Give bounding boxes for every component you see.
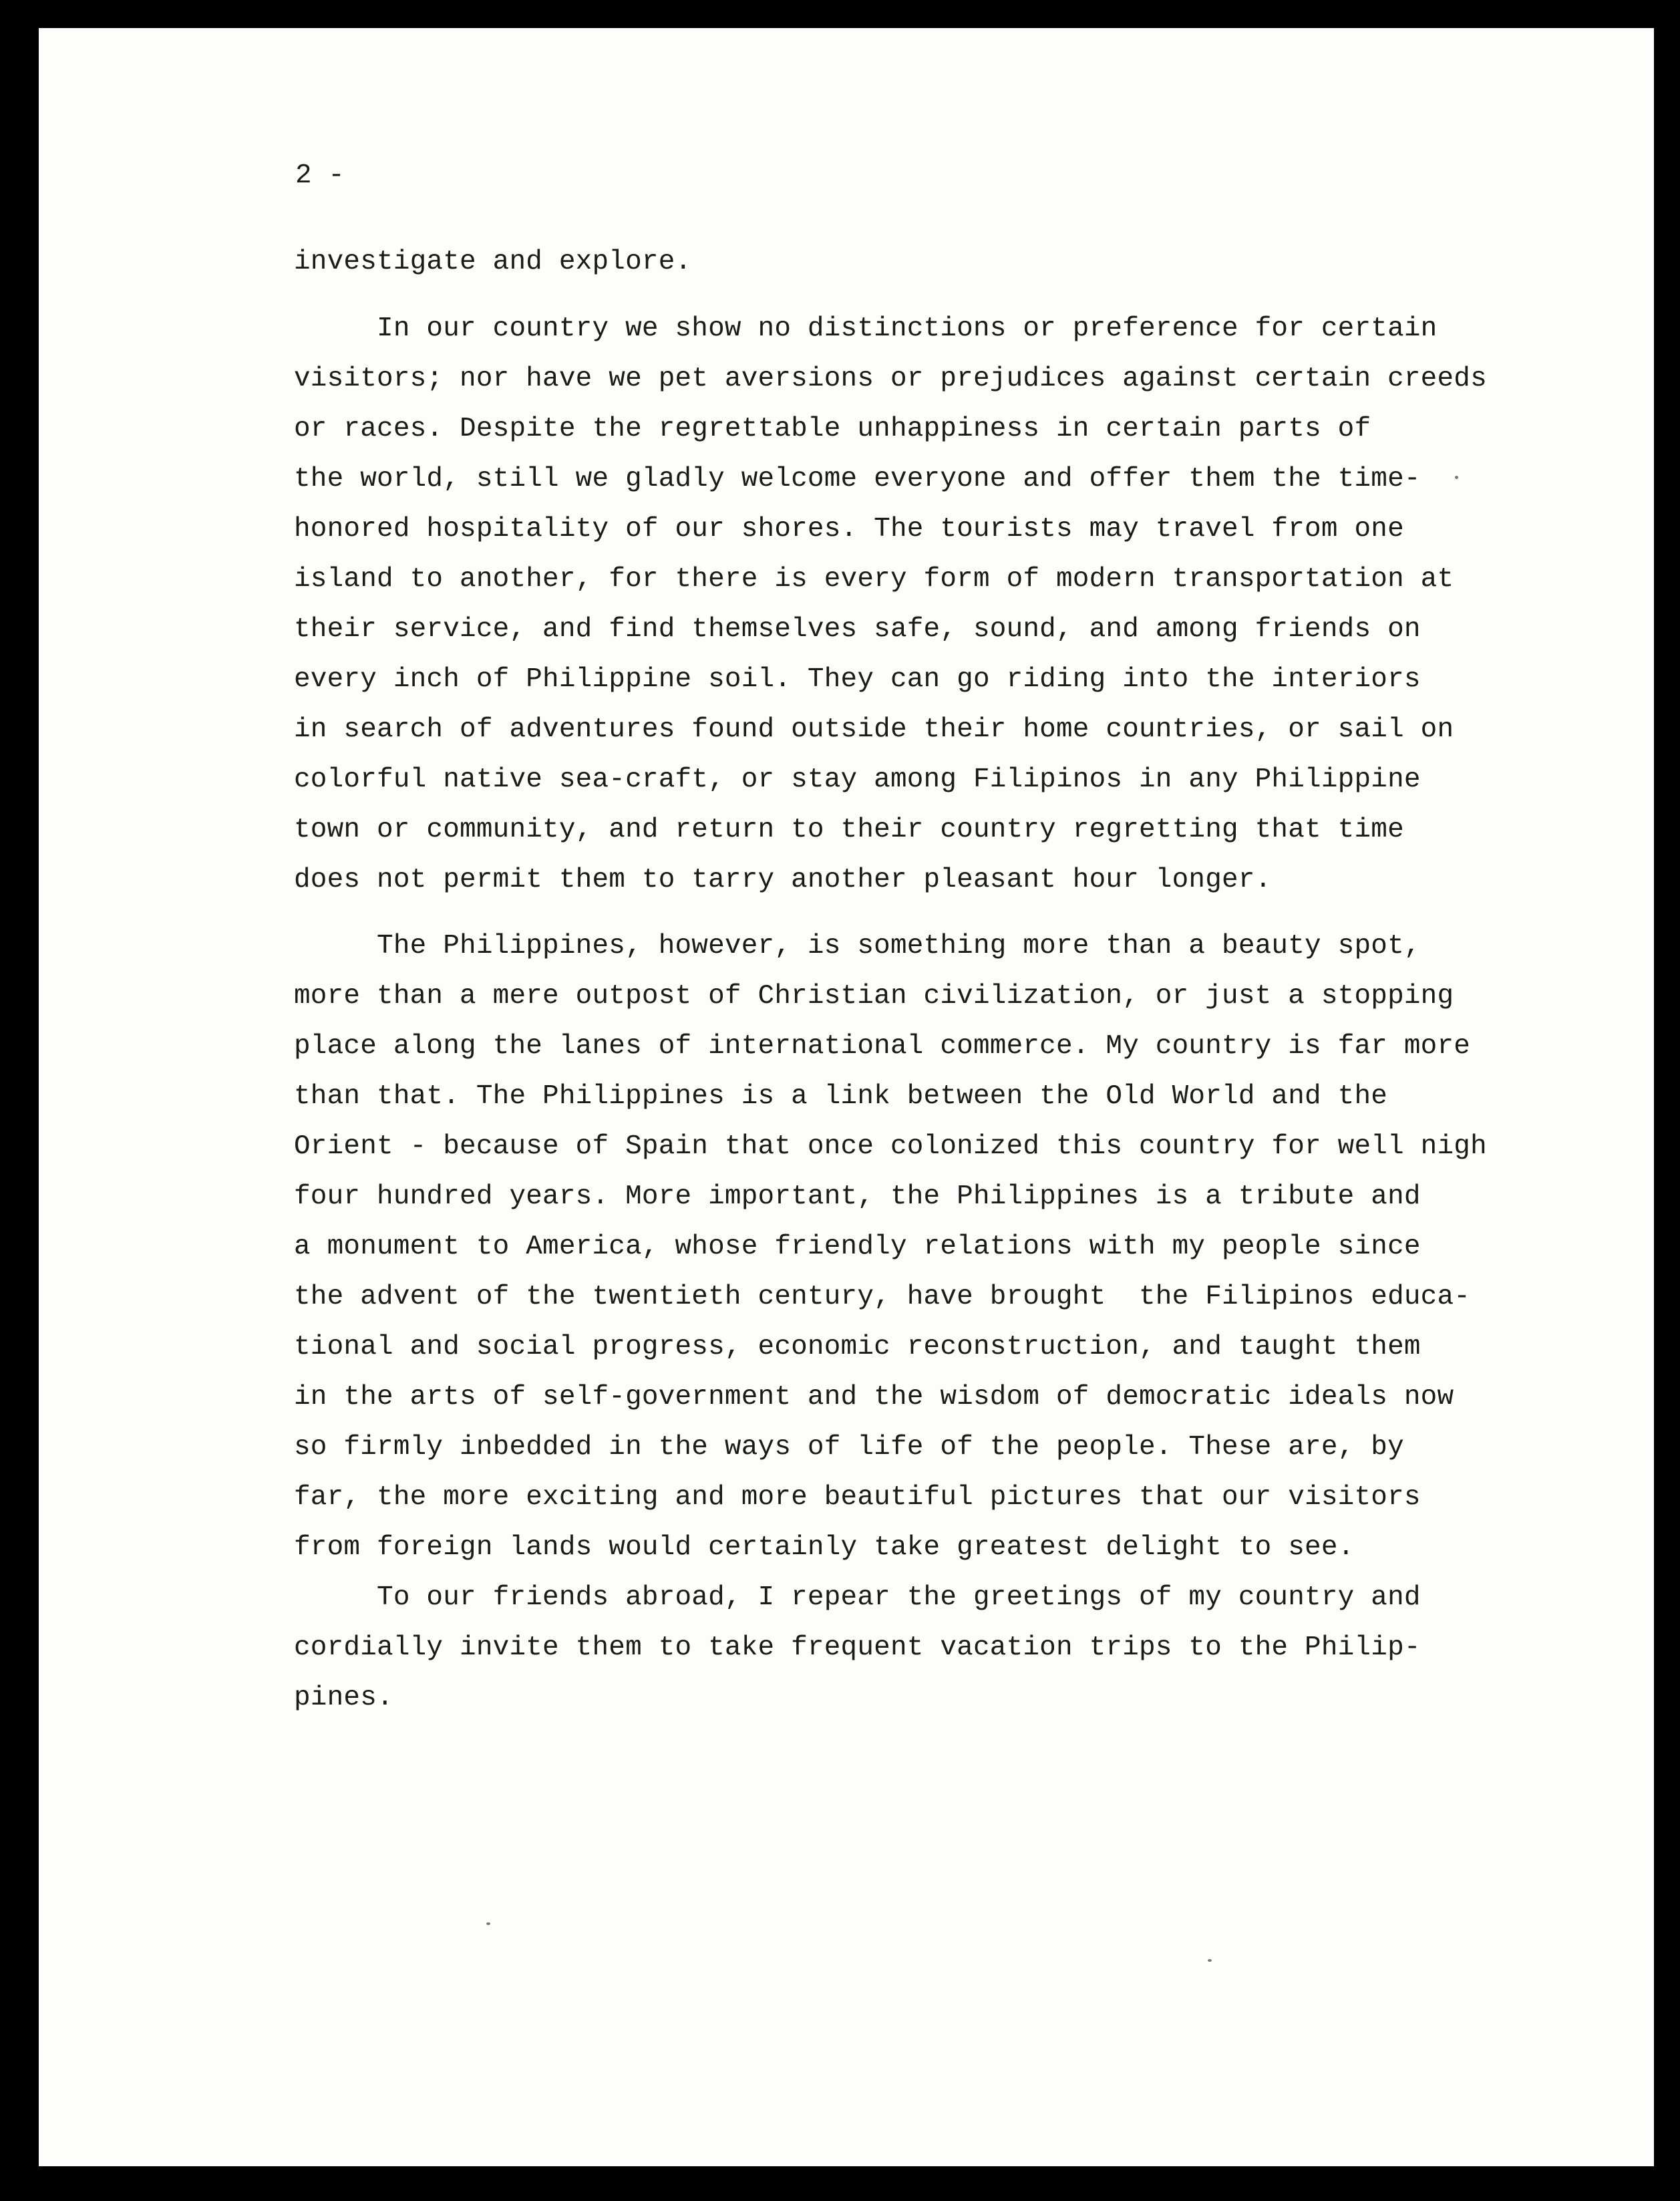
text-line: so firmly inbedded in the ways of life of the people. These are, by: [294, 1432, 1404, 1463]
text-line: four hundred years. More important, the Philippines is a tribute and: [294, 1181, 1421, 1212]
text-line: from foreign lands would certainly take greatest delight to see.: [294, 1532, 1355, 1563]
scan-speck: [486, 1922, 490, 1925]
text-line: Orient - because of Spain that once colonized this country for well nigh: [294, 1131, 1487, 1162]
text-line: In our country we show no distinctions or preference for certain: [294, 313, 1438, 344]
text-line: every inch of Philippine soil. They can go riding into the interiors: [294, 664, 1421, 695]
text-line: town or community, and return to their country regretting that time: [294, 815, 1404, 845]
text-line: or races. Despite the regrettable unhappiness in certain parts of: [294, 414, 1371, 444]
text-line: in search of adventures found outside their home countries, or sail on: [294, 714, 1454, 745]
page-number: 2 -: [295, 160, 345, 191]
text-line: visitors; nor have we pet aversions or prejudices against certain creeds: [294, 363, 1487, 394]
text-line: cordially invite them to take frequent vacation trips to the Philip-: [294, 1632, 1421, 1663]
text-line: honored hospitality of our shores. The tourists may travel from one: [294, 514, 1404, 545]
text-line: the advent of the twentieth century, have brought the Filipinos educa-: [294, 1282, 1471, 1312]
text-line: place along the lanes of international commerce. My country is far more: [294, 1031, 1471, 1062]
text-line: pines.: [294, 1682, 393, 1713]
text-line: tional and social progress, economic reconstruction, and taught them: [294, 1332, 1421, 1362]
text-line: their service, and find themselves safe, sound, and among friends on: [294, 614, 1421, 645]
text-line: far, the more exciting and more beautiful pictures that our visitors: [294, 1482, 1421, 1513]
scan-speck: [1455, 476, 1458, 479]
text-line: investigate and explore.: [294, 247, 692, 277]
text-line: island to another, for there is every form of modern transportation at: [294, 564, 1454, 595]
scan-speck: [1208, 1959, 1212, 1962]
text-line: does not permit them to tarry another pleasant hour longer.: [294, 865, 1272, 895]
text-line: more than a mere outpost of Christian civilization, or just a stopping: [294, 981, 1454, 1012]
text-line: To our friends abroad, I repear the greetings of my country and: [294, 1582, 1421, 1613]
text-line: the world, still we gladly welcome everyone and offer them the time-: [294, 464, 1421, 494]
text-line: a monument to America, whose friendly relations with my people since: [294, 1231, 1421, 1262]
text-line: The Philippines, however, is something more than a beauty spot,: [294, 931, 1421, 962]
text-line: colorful native sea-craft, or stay among Filipinos in any Philippine: [294, 764, 1421, 795]
text-line: than that. The Philippines is a link between the Old World and the: [294, 1081, 1388, 1112]
text-line: in the arts of self-government and the wisdom of democratic ideals now: [294, 1382, 1454, 1413]
